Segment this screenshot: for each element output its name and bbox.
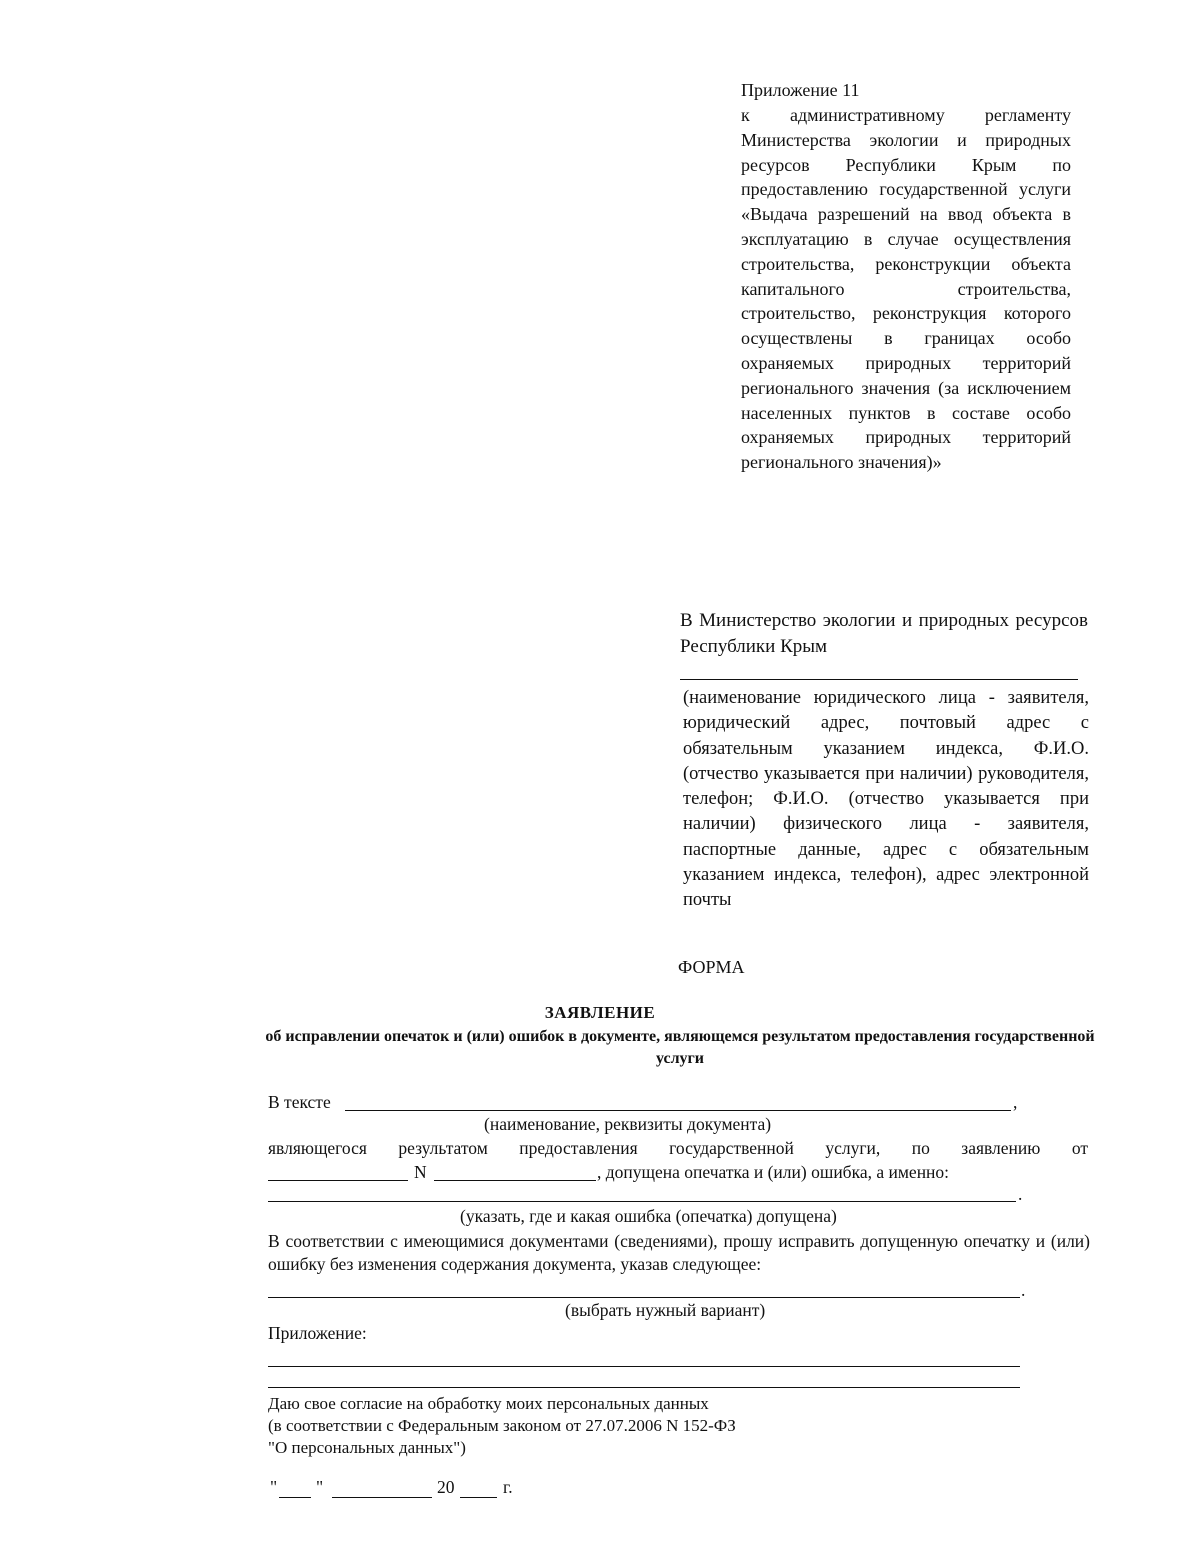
period-mark-2: . [1021,1280,1026,1300]
request-paragraph: В соответствии с имеющимися документами (сведениями), прошу исправить допущенную опечатку и (или) ошибку без изменения содержания документа, указав следующее: [268,1231,1090,1274]
applicant-name-line [680,679,1078,680]
date-quote-open: " [270,1477,278,1497]
attachment-line-1 [268,1366,1020,1367]
result-line: являющегося результатом предоставления государственной услуги, по заявлению от [268,1138,1088,1158]
comma-mark: , [1013,1092,1018,1112]
date-quote-close: " [316,1477,324,1497]
date-year-suffix: г. [503,1477,513,1497]
document-name-field [345,1110,1011,1111]
attachment-label: Приложение: [268,1323,367,1343]
application-number-field [434,1180,596,1181]
date-year-prefix: 20 [437,1477,455,1497]
period-mark: . [1018,1184,1023,1204]
applicant-note: (наименование юридического лица - заявителя, юридический адрес, почтовый адрес с обязательным указанием индекса, Ф.И.О. (отчество указывается при наличии) руководителя, телефон; Ф.И.О. (отчество указывается при наличии) физического лица - заявителя, паспортные данные, адрес с обязательным указанием индекса, телефон), адрес электронной почты [683,688,1089,911]
choice-caption: (выбрать нужный вариант) [565,1300,766,1320]
date-day-field [279,1497,311,1498]
statement-title: ЗАЯВЛЕНИЕ [544,1003,656,1022]
attachment-line-2 [268,1387,1020,1388]
statement-subtitle: об исправлении опечаток и (или) ошибок в документе, являющемся результатом предоставления государственной услуги [265,1028,1095,1067]
annex-title: Приложение 11 [741,80,860,100]
error-tail: , допущена опечатка и (или) ошибка, а именно: [597,1162,950,1182]
addressee: В Министерство экологии и природных ресурсов Республики Крым [680,610,1088,657]
consent-line-3: "О персональных данных") [268,1438,466,1457]
form-label: ФОРМА [678,957,745,977]
consent-line-2: (в соответствии с Федеральным законом от 27.07.2006 N 152-ФЗ [268,1416,736,1435]
document-caption: (наименование, реквизиты документа) [484,1114,772,1134]
annex-description: к административному регламенту Министерства экологии и природных ресурсов Республики Крым по предоставлению государственной услуги «Выдача разрешений на ввод объекта в эксплуатацию в случае осуществления строительства, реконструкции объекта капитального строительства, строительство, реконструкция которого осуществлены в границах особо охраняемых природных территорий регионального значения (за исключением населенных пунктов в составе особо охраняемых природных территорий регионального значения)» [741,105,1071,473]
date-month-field [332,1497,432,1498]
in-text-label: В тексте [268,1092,331,1112]
error-description-field [268,1201,1016,1202]
consent-line-1: Даю свое согласие на обработку моих персональных данных [268,1394,709,1413]
consent-block [268,1393,736,1459]
number-label: N [414,1162,427,1182]
date-year-field [460,1497,497,1498]
error-caption: (указать, где и какая ошибка (опечатка) допущена) [460,1206,837,1226]
correction-field [268,1297,1020,1298]
application-date-field [268,1180,408,1181]
